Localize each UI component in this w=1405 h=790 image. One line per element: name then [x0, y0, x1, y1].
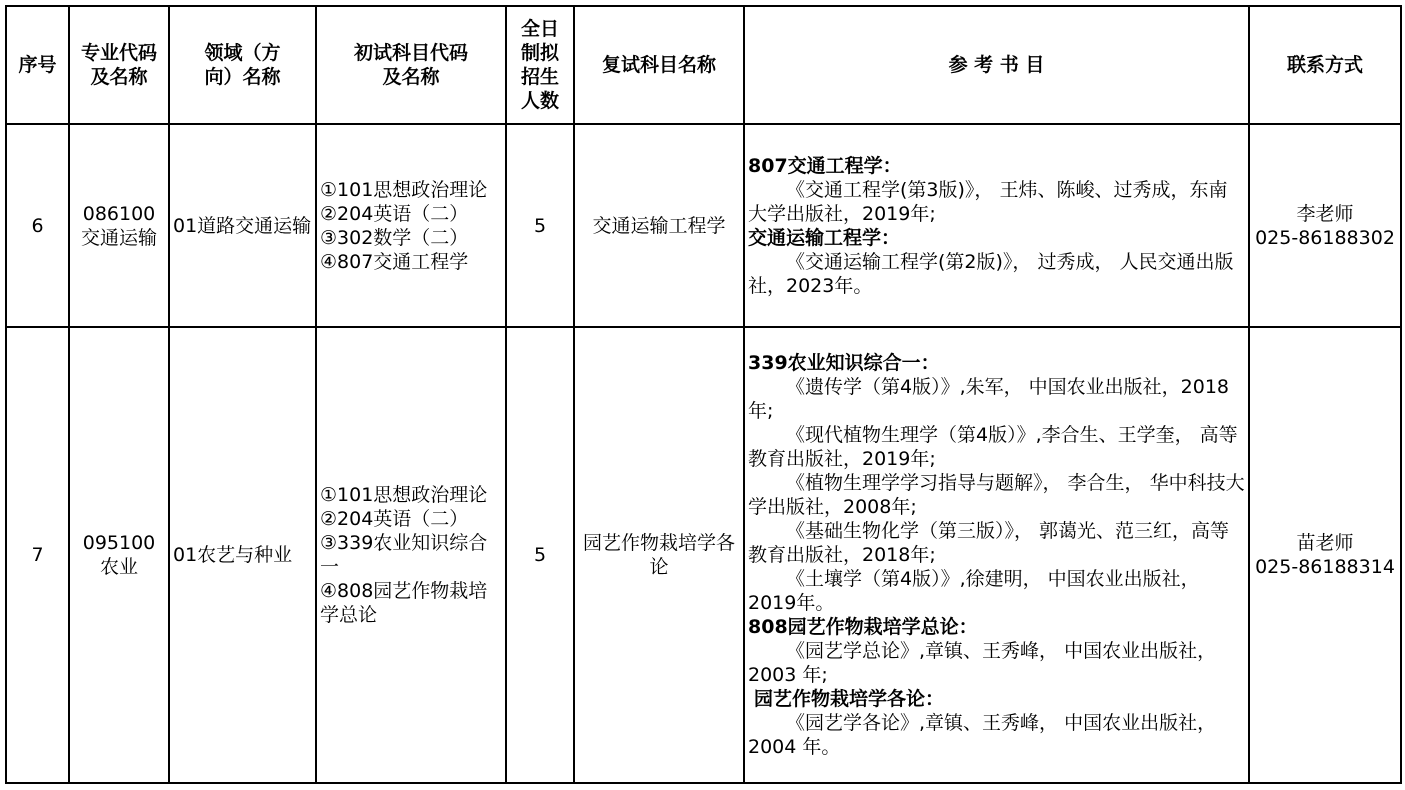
cell-quota: 5 [506, 124, 574, 327]
header-quota-line3: 招生 [520, 66, 559, 88]
header-quota-line4: 人数 [520, 90, 559, 112]
header-field-line2: 向）名称 [204, 66, 281, 88]
exam1-item: ④808园艺作物栽培学总论 [320, 580, 488, 626]
header-field-line1: 领域（方 [204, 42, 281, 64]
cell-contact [1249, 327, 1401, 783]
exam1-item: ①101思想政治理论 [320, 484, 488, 506]
header-seq: 序号 [6, 6, 69, 124]
admissions-table [5, 5, 1402, 784]
major-name: 农业 [99, 556, 138, 578]
exam1-item: ②204英语（二） [320, 508, 469, 530]
ref-book: 《植物生理学学习指导与题解》， 李合生， 华中科技大学出版社，2008年; [748, 472, 1245, 518]
table-row [6, 124, 1401, 327]
ref-section-title: 园艺作物栽培学各论： [754, 688, 945, 710]
major-name: 交通运输 [80, 226, 157, 249]
header-quota [506, 6, 574, 124]
ref-book: 《园艺学总论》,章镇、王秀峰， 中国农业出版社，2003 年; [748, 640, 1217, 686]
cell-seq: 6 [6, 124, 69, 327]
ref-section-title: 807交通工程学： [748, 154, 902, 177]
ref-book: 《遗传学（第4版）》,朱军， 中国农业出版社，2018年; [748, 376, 1230, 422]
exam1-item: ①101思想政治理论 [320, 178, 488, 201]
ref-section-title: 339农业知识综合一： [748, 352, 940, 374]
header-exam2: 复试科目名称 [574, 6, 744, 124]
ref-book: 《现代植物生理学（第4版）》,李合生、王学奎， 高等教育出版社，2019年; [748, 424, 1238, 470]
header-field [169, 6, 316, 124]
contact-phone: 025-86188302 [1255, 226, 1395, 249]
exam1-item: ③339农业知识综合一 [320, 532, 488, 578]
contact-phone: 025-86188314 [1255, 556, 1395, 578]
ref-section-title: 808园艺作物栽培学总论： [748, 616, 978, 638]
cell-field: 01道路交通运输 [169, 124, 316, 327]
header-quota-line1: 全日 [520, 18, 559, 40]
header-row [6, 6, 1401, 124]
cell-exam2: 交通运输工程学 [574, 124, 744, 327]
ref-book: 《园艺学各论》,章镇、王秀峰， 中国农业出版社，2004 年。 [748, 712, 1217, 758]
ref-section-title: 交通运输工程学： [748, 226, 901, 249]
cell-exam1 [316, 327, 506, 783]
header-major [69, 6, 169, 124]
ref-book: 《土壤学（第4版）》,徐建明， 中国农业出版社，2019年。 [748, 568, 1200, 614]
header-exam1 [316, 6, 506, 124]
exam1-item: ③302数学（二） [320, 226, 469, 249]
cell-contact [1249, 124, 1401, 327]
header-quota-line2: 制拟 [520, 42, 559, 64]
cell-field: 01农艺与种业 [169, 327, 316, 783]
header-refs: 参 考 书 目 [744, 6, 1249, 124]
exam1-item: ④807交通工程学 [320, 250, 469, 273]
major-code: 095100 [82, 532, 156, 554]
cell-refs [744, 327, 1249, 783]
ref-book: 《交通运输工程学(第2版)》， 过秀成， 人民交通出版社，2023年。 [748, 250, 1234, 297]
major-code: 086100 [82, 202, 156, 225]
header-major-line1: 专业代码 [80, 42, 157, 64]
exam1-item: ②204英语（二） [320, 202, 469, 225]
header-exam1-line2: 及名称 [382, 66, 440, 88]
table-row [6, 327, 1401, 783]
header-contact: 联系方式 [1249, 6, 1401, 124]
cell-seq: 7 [6, 327, 69, 783]
cell-refs [744, 124, 1249, 327]
header-major-line2: 及名称 [90, 66, 148, 88]
cell-exam2: 园艺作物栽培学各论 [574, 327, 744, 783]
ref-book: 《基础生物化学（第三版）》， 郭蔼光、范三红，高等教育出版社，2018年; [748, 520, 1230, 566]
cell-major [69, 327, 169, 783]
ref-book: 《交通工程学(第3版)》， 王炜、陈峻、过秀成，东南大学出版社，2019年; [748, 178, 1228, 225]
cell-exam1 [316, 124, 506, 327]
cell-quota: 5 [506, 327, 574, 783]
contact-name: 李老师 [1296, 202, 1354, 225]
header-exam1-line1: 初试科目代码 [353, 42, 468, 64]
cell-major [69, 124, 169, 327]
contact-name: 苗老师 [1296, 532, 1354, 554]
